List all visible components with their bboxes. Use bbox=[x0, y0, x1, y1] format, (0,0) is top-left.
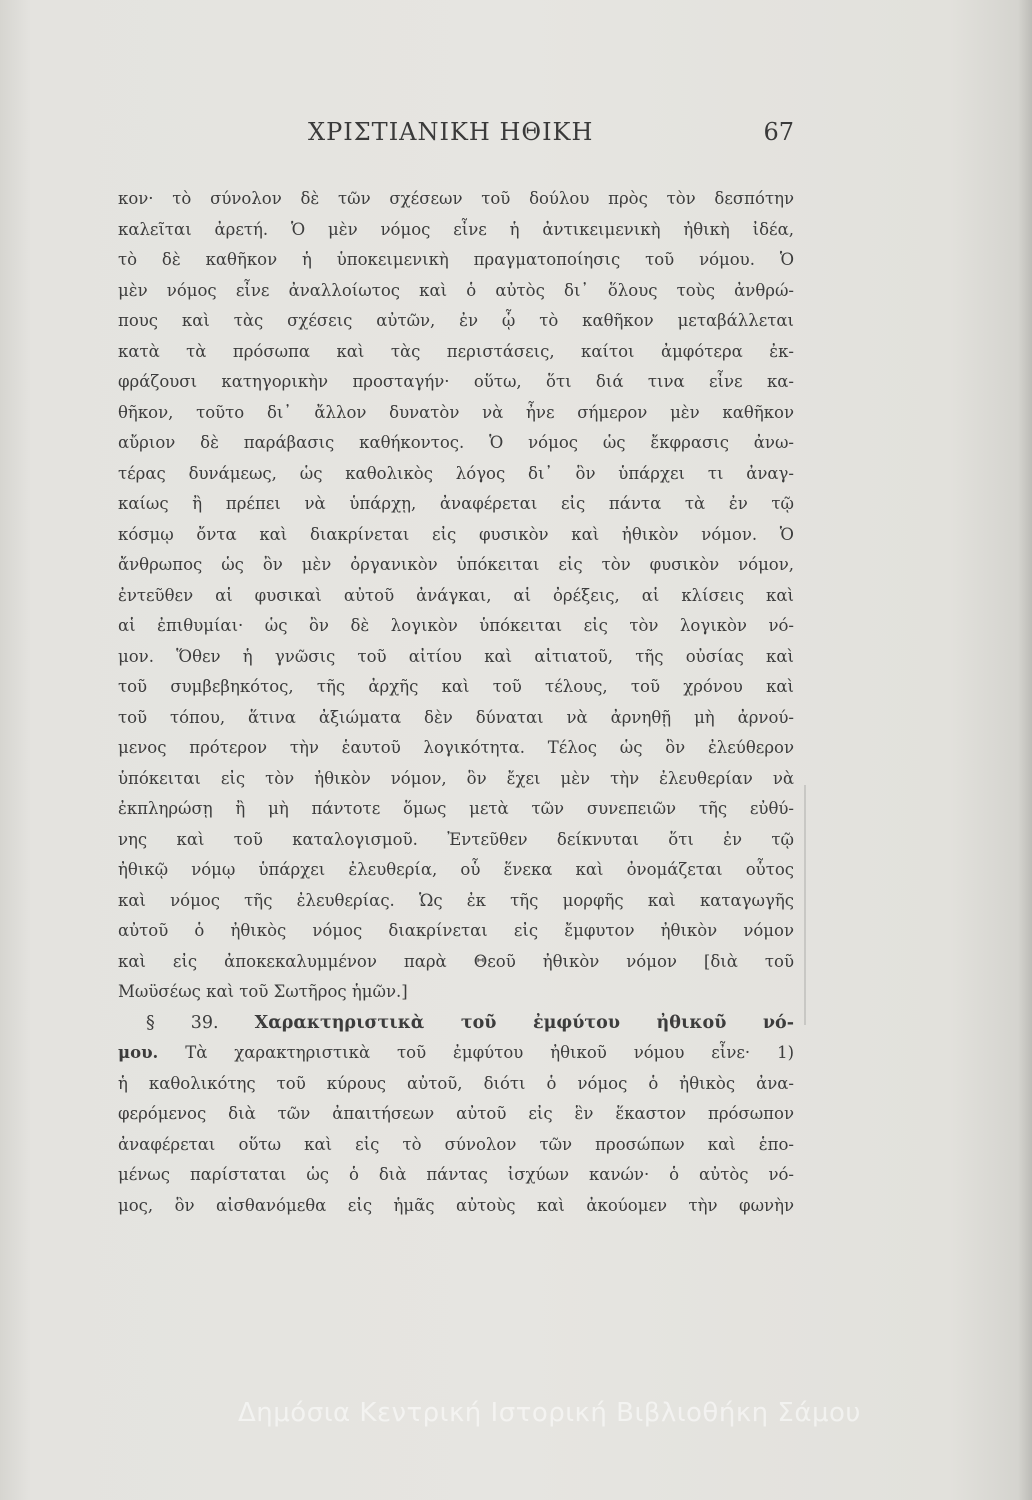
body-text bbox=[118, 184, 794, 1221]
section-title: Χαρακτηριστικὰ τοῦ ἐμφύτου ἠθικοῦ νό- bbox=[254, 1012, 794, 1033]
section-heading-line bbox=[118, 1008, 794, 1039]
section-title-continued: μου. bbox=[118, 1043, 159, 1062]
text-line: ἐκπληρώσῃ ἢ μὴ πάντοτε ὅμως μετὰ τῶν συνεπειῶν τῆς εὐθύ- bbox=[118, 799, 794, 818]
page-header bbox=[118, 118, 794, 158]
page-edge-shadow bbox=[1018, 0, 1032, 1500]
text-line: φράζουσι κατηγορικὴν προσταγήν· οὕτω, ὅτι διά τινα εἶνε κα- bbox=[118, 372, 794, 391]
text-line: κον· τὸ σύνολον δὲ τῶν σχέσεων τοῦ δούλου πρὸς τὸν δεσπότην bbox=[118, 189, 794, 208]
text-line: τέρας δυνάμεως, ὡς καθολικὸς λόγος δι᾽ ὃν ὑπάρχει τι ἀναγ- bbox=[118, 463, 794, 483]
text-line: μος, ὃν αἰσθανόμεθα εἰς ἡμᾶς αὐτοὺς καὶ ἀκούομεν τὴν φωνὴν bbox=[118, 1195, 794, 1215]
section-intro: Τὰ χαρακτηριστικὰ τοῦ ἐμφύτου ἠθικοῦ νόμου εἶνε· 1) bbox=[185, 1043, 794, 1062]
text-line: κόσμῳ ὄντα καὶ διακρίνεται εἰς φυσικὸν καὶ ἠθικὸν νόμον. Ὁ bbox=[118, 524, 794, 544]
text-line: τοῦ συμβεβηκότος, τῆς ἀρχῆς καὶ τοῦ τέλους, τοῦ χρόνου καὶ bbox=[118, 677, 794, 696]
section-number: § 39. bbox=[146, 1012, 219, 1033]
text-line: τὸ δὲ καθῆκον ἡ ὑποκειμενικὴ πραγματοποίησις τοῦ νόμου. Ὁ bbox=[118, 250, 794, 269]
text-line: τοῦ τόπου, ἅτινα ἀξιώματα δὲν δύναται νὰ ἀρνηθῇ μὴ ἀρνού- bbox=[118, 707, 794, 727]
text-line: κατὰ τὰ πρόσωπα καὶ τὰς περιστάσεις, καίτοι ἀμφότερα ἐκ- bbox=[118, 341, 794, 361]
text-line: μενος πρότερον τὴν ἑαυτοῦ λογικότητα. Τέλος ὡς ὂν ἐλεύθερον bbox=[118, 738, 794, 757]
text-line: νης καὶ τοῦ καταλογισμοῦ. Ἐντεῦθεν δείκνυται ὅτι ἐν τῷ bbox=[118, 829, 794, 849]
text-line: ἡ καθολικότης τοῦ κύρους αὐτοῦ, διότι ὁ νόμος ὁ ἠθικὸς ἀνα- bbox=[118, 1073, 794, 1093]
section-heading-line bbox=[118, 1038, 794, 1069]
text-line: καὶ εἰς ἀποκεκαλυμμένον παρὰ Θεοῦ ἠθικὸν νόμον [διὰ τοῦ bbox=[118, 951, 794, 971]
text-line: πους καὶ τὰς σχέσεις αὐτῶν, ἐν ᾧ τὸ καθῆκον μεταβάλλεται bbox=[118, 311, 794, 330]
text-line: μον. Ὅθεν ἡ γνῶσις τοῦ αἰτίου καὶ αἰτιατοῦ, τῆς οὐσίας καὶ bbox=[118, 646, 794, 666]
text-line: θῆκον, τοῦτο δι᾽ ἄλλον δυνατὸν νὰ ἦνε σήμερον μὲν καθῆκον bbox=[118, 402, 794, 422]
text-line: αἱ ἐπιθυμίαι· ὡς ὂν δὲ λογικὸν ὑπόκειται εἰς τὸν λογικὸν νό- bbox=[118, 616, 794, 635]
text-line: ἀναφέρεται οὕτω καὶ εἰς τὸ σύνολον τῶν προσώπων καὶ ἑπο- bbox=[118, 1134, 794, 1154]
text-line: καλεῖται ἀρετή. Ὁ μὲν νόμος εἶνε ἡ ἀντικειμενικὴ ἠθικὴ ἰδέα, bbox=[118, 219, 794, 239]
running-title: ΧΡΙΣΤΙΑΝΙΚΗ ΗΘΙΚΗ bbox=[308, 118, 594, 146]
text-line: φερόμενος διὰ τῶν ἀπαιτήσεων αὐτοῦ εἰς ἓν ἕκαστον πρόσωπον bbox=[118, 1104, 794, 1123]
text-line: ἐντεῦθεν αἱ φυσικαὶ αὐτοῦ ἀνάγκαι, αἱ ὀρέξεις, αἱ κλίσεις καὶ bbox=[118, 585, 794, 605]
text-line: ἠθικῷ νόμῳ ὑπάρχει ἐλευθερία, οὗ ἕνεκα καὶ ὀνομάζεται οὗτος bbox=[118, 860, 794, 879]
text-line: αὐτοῦ ὁ ἠθικὸς νόμος διακρίνεται εἰς ἔμφυτον ἠθικὸν νόμον bbox=[118, 921, 794, 940]
text-line: ὑπόκειται εἰς τὸν ἠθικὸν νόμον, ὃν ἔχει μὲν τὴν ἐλευθερίαν νὰ bbox=[118, 768, 794, 788]
text-line: αὔριον δὲ παράβασις καθήκοντος. Ὁ νόμος ὡς ἔκφρασις ἀνω- bbox=[118, 433, 794, 452]
text-line: ἄνθρωπος ὡς ὂν μὲν ὀργανικὸν ὑπόκειται εἰς τὸν φυσικὸν νόμον, bbox=[118, 555, 794, 574]
text-line: Μωϋσέως καὶ τοῦ Σωτῆρος ἡμῶν.] bbox=[118, 982, 408, 1001]
text-line: μένως παρίσταται ὡς ὁ διὰ πάντας ἰσχύων κανών· ὁ αὐτὸς νό- bbox=[118, 1165, 794, 1184]
page-number: 67 bbox=[763, 118, 794, 146]
text-line: καὶ νόμος τῆς ἐλευθερίας. Ὡς ἐκ τῆς μορφῆς καὶ καταγωγῆς bbox=[118, 890, 794, 910]
margin-pencil-mark bbox=[804, 785, 806, 1025]
text-line: καίως ἢ πρέπει νὰ ὑπάρχῃ, ἀναφέρεται εἰς πάντα τὰ ἐν τῷ bbox=[118, 494, 794, 513]
library-watermark: Δημόσια Κεντρική Ιστορική Βιβλιοθήκη Σάμου bbox=[238, 1398, 861, 1428]
text-line: μὲν νόμος εἶνε ἀναλλοίωτος καὶ ὁ αὐτὸς δι᾽ ὅλους τοὺς ἀνθρώ- bbox=[118, 280, 794, 300]
